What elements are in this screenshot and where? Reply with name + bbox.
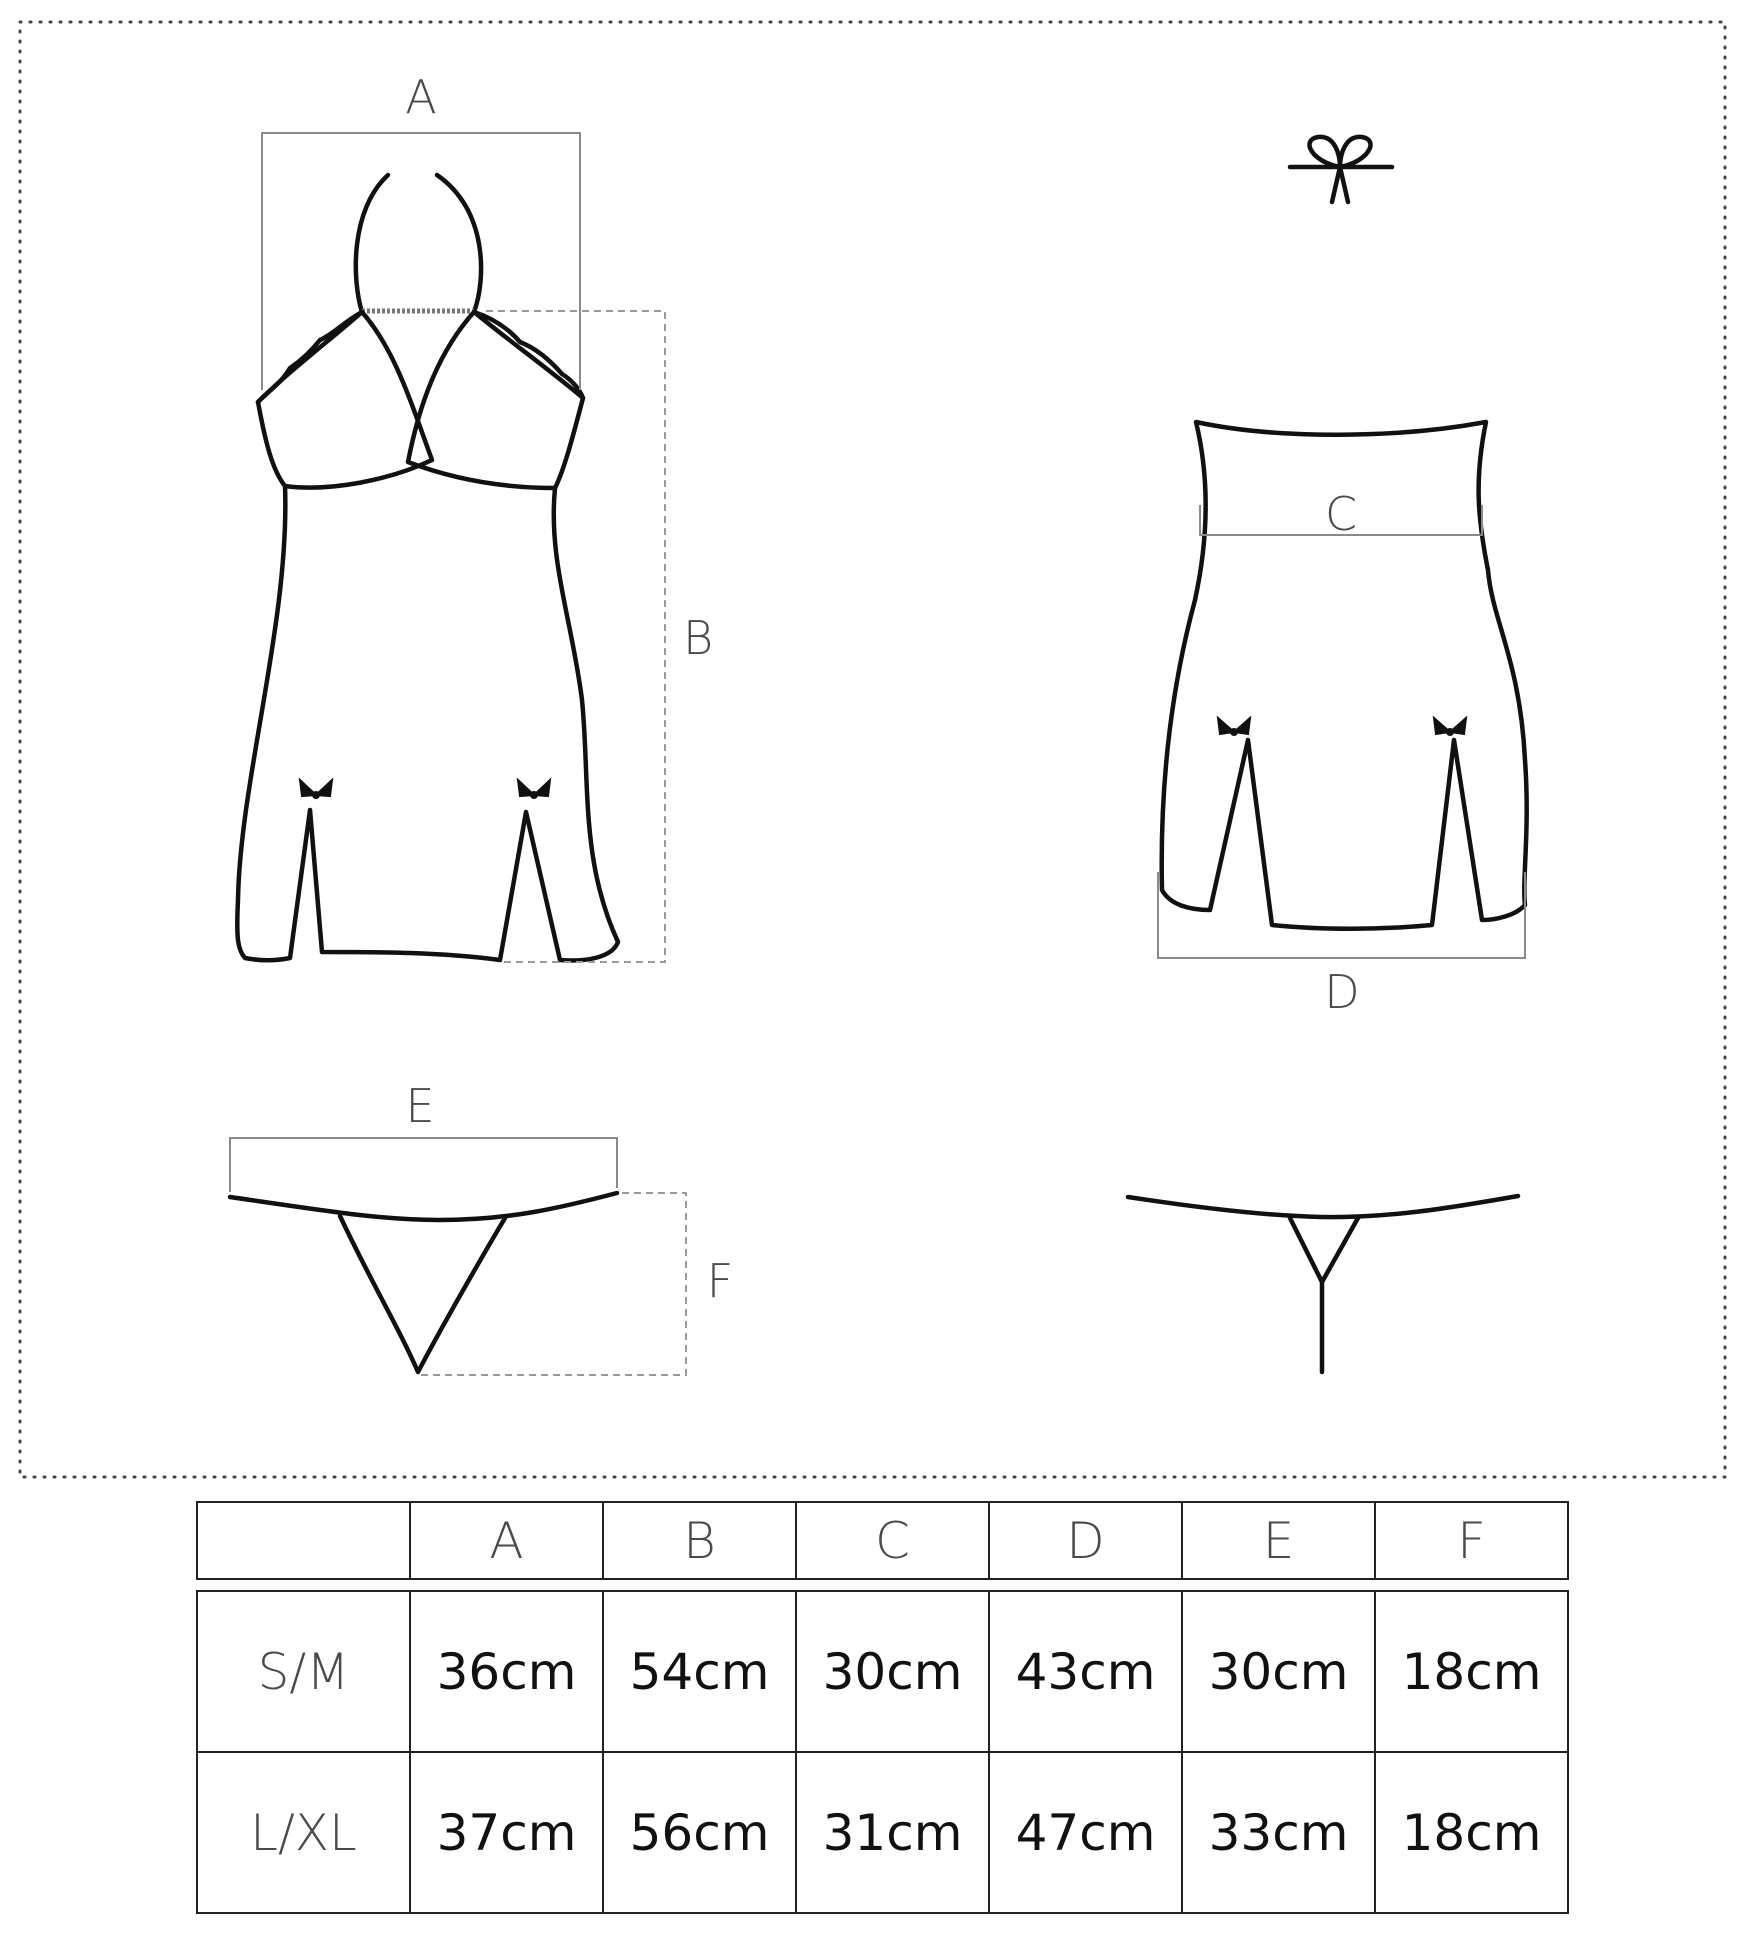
table-cell: 54cm <box>603 1591 796 1752</box>
dimension-b-label: B <box>682 611 714 665</box>
size-label: S/M <box>197 1591 410 1752</box>
dimension-d-label: D <box>1324 965 1360 1019</box>
bow-icon <box>1290 137 1392 202</box>
table-cell: 33cm <box>1182 1752 1375 1913</box>
dimension-f-label: F <box>706 1254 734 1308</box>
header-b: B <box>603 1502 796 1579</box>
bow-icon <box>1218 718 1250 736</box>
size-table-header <box>196 1501 1569 1580</box>
dimension-a-label: A <box>405 70 437 124</box>
header-a: A <box>410 1502 603 1579</box>
dimension-c-label: C <box>1324 487 1358 541</box>
table-cell: 18cm <box>1375 1591 1568 1752</box>
thong-back-drawing <box>1128 1196 1518 1372</box>
table-cell: 18cm <box>1375 1752 1568 1913</box>
header-e: E <box>1182 1502 1375 1579</box>
bow-icon <box>518 780 550 799</box>
table-row <box>197 1752 1568 1913</box>
header-c: C <box>796 1502 989 1579</box>
dotted-frame <box>20 22 1725 1477</box>
bow-icon <box>1434 718 1466 736</box>
chemise-front-drawing <box>237 175 618 960</box>
table-cell: 56cm <box>603 1752 796 1913</box>
dimension-e <box>230 1079 617 1192</box>
size-table <box>196 1590 1569 1914</box>
table-cell: 31cm <box>796 1752 989 1913</box>
dimension-a <box>262 70 580 390</box>
dimension-c <box>1200 487 1482 541</box>
table-cell: 30cm <box>1182 1591 1375 1752</box>
table-cell: 36cm <box>410 1591 603 1752</box>
bow-icon <box>300 780 332 799</box>
thong-front-drawing <box>230 1193 617 1372</box>
dimension-e-label: E <box>405 1079 435 1133</box>
table-row <box>197 1591 1568 1752</box>
header-blank-cell <box>197 1502 410 1579</box>
size-label: L/XL <box>197 1752 410 1913</box>
table-cell: 30cm <box>796 1591 989 1752</box>
table-cell: 37cm <box>410 1752 603 1913</box>
header-d: D <box>989 1502 1182 1579</box>
header-f: F <box>1375 1502 1568 1579</box>
dimension-b <box>486 311 713 962</box>
table-cell: 47cm <box>989 1752 1182 1913</box>
table-cell: 43cm <box>989 1591 1182 1752</box>
